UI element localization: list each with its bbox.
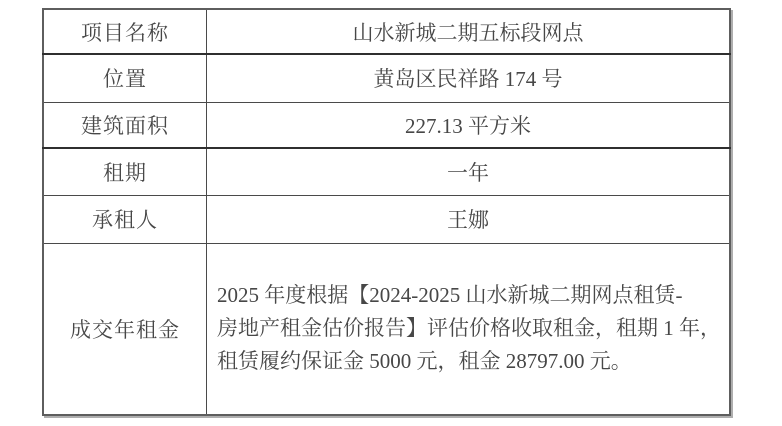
row-value-project-name: 山水新城二期五标段网点 <box>207 9 731 54</box>
table-row-tenant <box>43 195 730 243</box>
table-row-project-name <box>43 9 730 54</box>
row-label-location: 位置 <box>43 54 207 102</box>
row-label-project-name: 项目名称 <box>43 9 207 54</box>
row-label-tenant: 承租人 <box>43 195 207 243</box>
table-row-building-area <box>43 102 730 148</box>
table-row-location <box>43 54 730 102</box>
row-value-annual-rent <box>207 243 731 415</box>
annual-rent-note-line-3: 租赁履约保证金 5000 元，租金 28797.00 元。 <box>217 349 632 374</box>
row-label-annual-rent: 成交年租金 <box>43 243 207 415</box>
row-value-tenant: 王娜 <box>207 195 731 243</box>
row-value-location: 黄岛区民祥路 174 号 <box>207 54 731 102</box>
table-row-annual-rent <box>43 243 730 415</box>
table-row-lease-term <box>43 148 730 195</box>
row-label-building-area: 建筑面积 <box>43 102 207 148</box>
row-value-lease-term: 一年 <box>207 148 731 195</box>
lease-info-table <box>42 8 731 416</box>
row-label-lease-term: 租期 <box>43 148 207 195</box>
annual-rent-note-line-1: 2025 年度根据【2024-2025 山水新城二期网点租赁- <box>217 283 683 308</box>
annual-rent-note-line-2: 房地产租金估价报告】评估价格收取租金，租期 1 年， <box>217 316 721 341</box>
row-value-building-area: 227.13 平方米 <box>207 102 731 148</box>
